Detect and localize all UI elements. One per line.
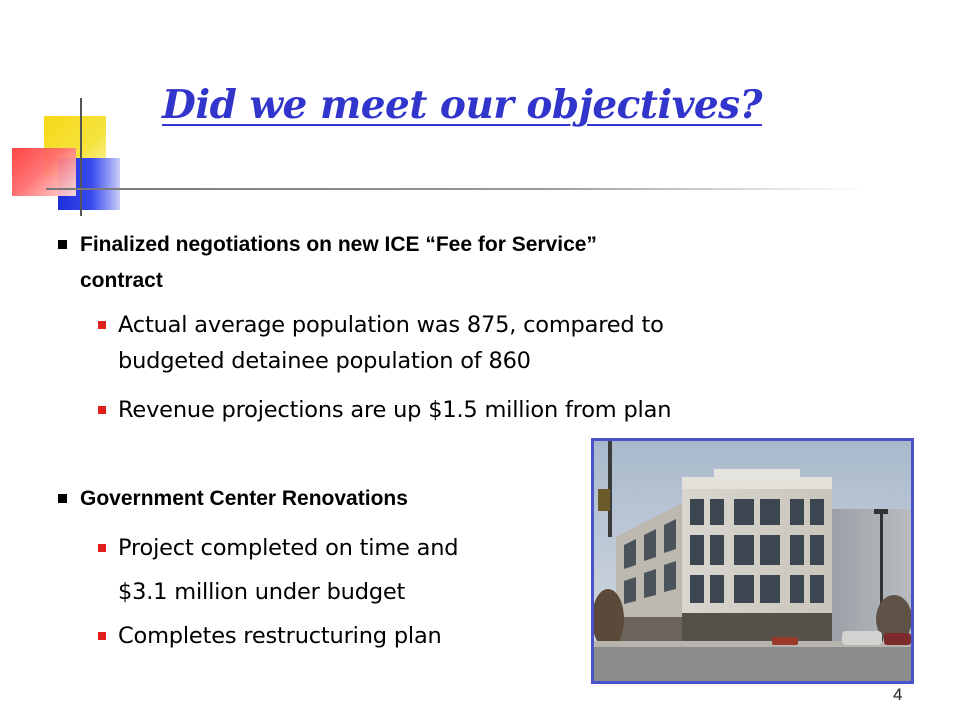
page-number: 4 [893, 685, 903, 704]
sub-bullet-square [98, 632, 106, 640]
slide-title: Did we meet our objectives? [162, 82, 762, 128]
sub-item-text: Actual average population was 875, compared to [118, 312, 664, 338]
title-divider-line [46, 188, 866, 190]
sub-bullet-square [98, 321, 106, 329]
section-heading-continued: contract [80, 269, 163, 292]
sub-item-text: Revenue projections are up $1.5 million from plan [118, 397, 672, 423]
sub-item-text: Completes restructuring plan [118, 623, 442, 649]
section-heading: Government Center Renovations [80, 487, 408, 510]
sub-bullet-square [98, 544, 106, 552]
building-illustration [594, 441, 911, 681]
bullet-square [58, 240, 67, 249]
sub-item-text-continued: $3.1 million under budget [118, 579, 406, 605]
bullet-square [58, 494, 67, 503]
sub-item-text: Project completed on time and [118, 535, 459, 561]
sub-item-text-continued: budgeted detainee population of 860 [118, 348, 531, 374]
section-heading: Finalized negotiations on new ICE “Fee for Service” [80, 233, 597, 256]
government-center-photo [591, 438, 914, 684]
logo-vertical-line [80, 98, 82, 216]
sub-bullet-square [98, 406, 106, 414]
